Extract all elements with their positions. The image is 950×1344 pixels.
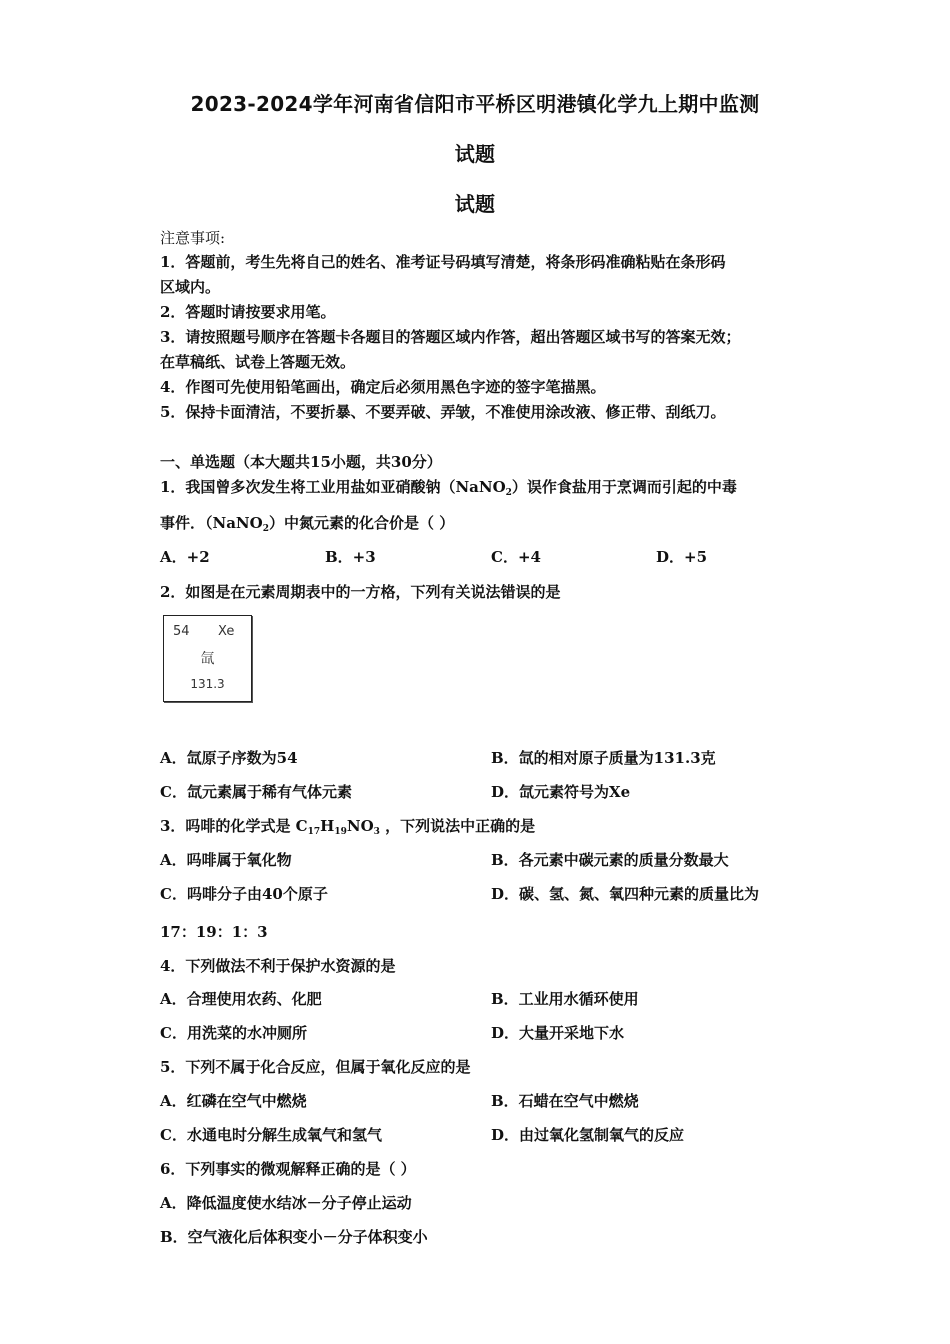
q3-subscript-o: 3: [373, 827, 380, 837]
element-symbol: Xe: [218, 624, 235, 639]
q4-option-b: B．工业用水循环使用: [491, 990, 639, 1008]
periodic-table-cell: [163, 615, 252, 702]
q1-subscript-2: 2: [262, 524, 269, 534]
q1-text-2-cont: ）中氮元素的化合价是（ ）: [268, 514, 455, 532]
q3-option-a: A．吗啡属于氧化物: [160, 851, 292, 869]
q1-subscript: 2: [505, 488, 512, 498]
notice-item-2: 2．答题时请按要求用笔。: [160, 303, 336, 321]
question-1-stem-cont: [160, 513, 454, 536]
q5-option-b: B．石蜡在空气中燃烧: [491, 1092, 639, 1110]
q2-option-c: C．氙元素属于稀有气体元素: [160, 783, 352, 801]
q3-text: 3．吗啡的化学式是 C: [160, 817, 308, 835]
question-3-stem: [160, 816, 535, 839]
q3-hydrogen: H: [320, 817, 335, 835]
q3-option-d: D．碳、氢、氮、氧四种元素的质量比为: [491, 885, 760, 903]
q4-option-a: A．合理使用农药、化肥: [160, 990, 322, 1008]
q3-option-c: C．吗啡分子由40个原子: [160, 885, 328, 903]
q3-subscript-c: 17: [307, 827, 321, 837]
q2-option-a: A．氙原子序数为54: [160, 749, 298, 767]
notice-item-3-cont: 在草稿纸、试卷上答题无效。: [160, 353, 356, 371]
notice-item-4: 4．作图可先使用铅笔画出，确定后必须用黑色字迹的签字笔描黑。: [160, 378, 606, 396]
page-title: 2023-2024学年河南省信阳市平桥区明港镇化学九上期中监测: [190, 92, 760, 116]
atomic-number: 54: [173, 624, 190, 639]
q1-text-2: 事件．（NaNO: [160, 514, 263, 532]
q1-option-a: A．+2: [160, 548, 210, 566]
question-4-stem: 4．下列做法不利于保护水资源的是: [160, 957, 396, 975]
question-2-stem: 2．如图是在元素周期表中的一方格，下列有关说法错误的是: [160, 583, 561, 601]
notice-item-3: 3．请按照题号顺序在答题卡各题目的答题区域内作答，超出答题区域书写的答案无效；: [160, 328, 741, 346]
page-subtitle: 试题: [454, 192, 496, 216]
q5-option-c: C．水通电时分解生成氧气和氢气: [160, 1126, 382, 1144]
atomic-mass: 131.3: [190, 677, 225, 691]
q3-no: NO: [346, 817, 374, 835]
q5-option-d: D．由过氧化氢制氧气的反应: [491, 1126, 685, 1144]
q3-subscript-h: 19: [334, 827, 347, 837]
notice-item-1: 1．答题前，考生先将自己的姓名、准考证号码填写清楚，将条形码准确粘贴在条形码: [160, 253, 726, 271]
section-heading: 一、单选题（本大题共15小题，共30分）: [160, 453, 442, 471]
q1-option-c: C．+4: [491, 548, 541, 566]
q1-option-d: D．+5: [656, 548, 708, 566]
q1-text: 1．我国曾多次发生将工业用盐如亚硝酸钠（NaNO: [160, 478, 506, 496]
notice-item-5: 5．保持卡面清洁，不要折暴、不要弄破、弄皱，不准使用涂改液、修正带、刮纸刀。: [160, 403, 726, 421]
q3-text-cont: ，下列说法中正确的是: [379, 817, 536, 835]
q6-option-b: B．空气液化后体积变小－分子体积变小: [160, 1228, 428, 1246]
q4-option-d: D．大量开采地下水: [491, 1024, 625, 1042]
question-6-stem: 6．下列事实的微观解释正确的是（ ）: [160, 1160, 416, 1178]
q1-text-cont: ）误作食盐用于烹调而引起的中毒: [511, 478, 737, 496]
q5-option-a: A．红磷在空气中燃烧: [160, 1092, 307, 1110]
q6-option-a: A．降低温度使水结冰－分子停止运动: [160, 1194, 412, 1212]
q3-option-d-cont: 17：19：1：3: [160, 923, 268, 941]
q4-option-c: C．用洗菜的水冲厕所: [160, 1024, 307, 1042]
q2-option-d: D．氙元素符号为Xe: [491, 783, 631, 801]
page-title-line2: 试题: [454, 142, 496, 166]
question-5-stem: 5．下列不属于化合反应，但属于氧化反应的是: [160, 1058, 471, 1076]
question-1-stem: [160, 477, 737, 500]
notice-item-1-cont: 区域内。: [160, 278, 221, 296]
notice-heading: 注意事项:: [160, 229, 226, 247]
element-name: 氙: [200, 651, 215, 667]
q1-option-b: B．+3: [325, 548, 376, 566]
q3-option-b: B．各元素中碳元素的质量分数最大: [491, 851, 729, 869]
q2-option-b: B．氙的相对原子质量为131.3克: [491, 749, 716, 767]
